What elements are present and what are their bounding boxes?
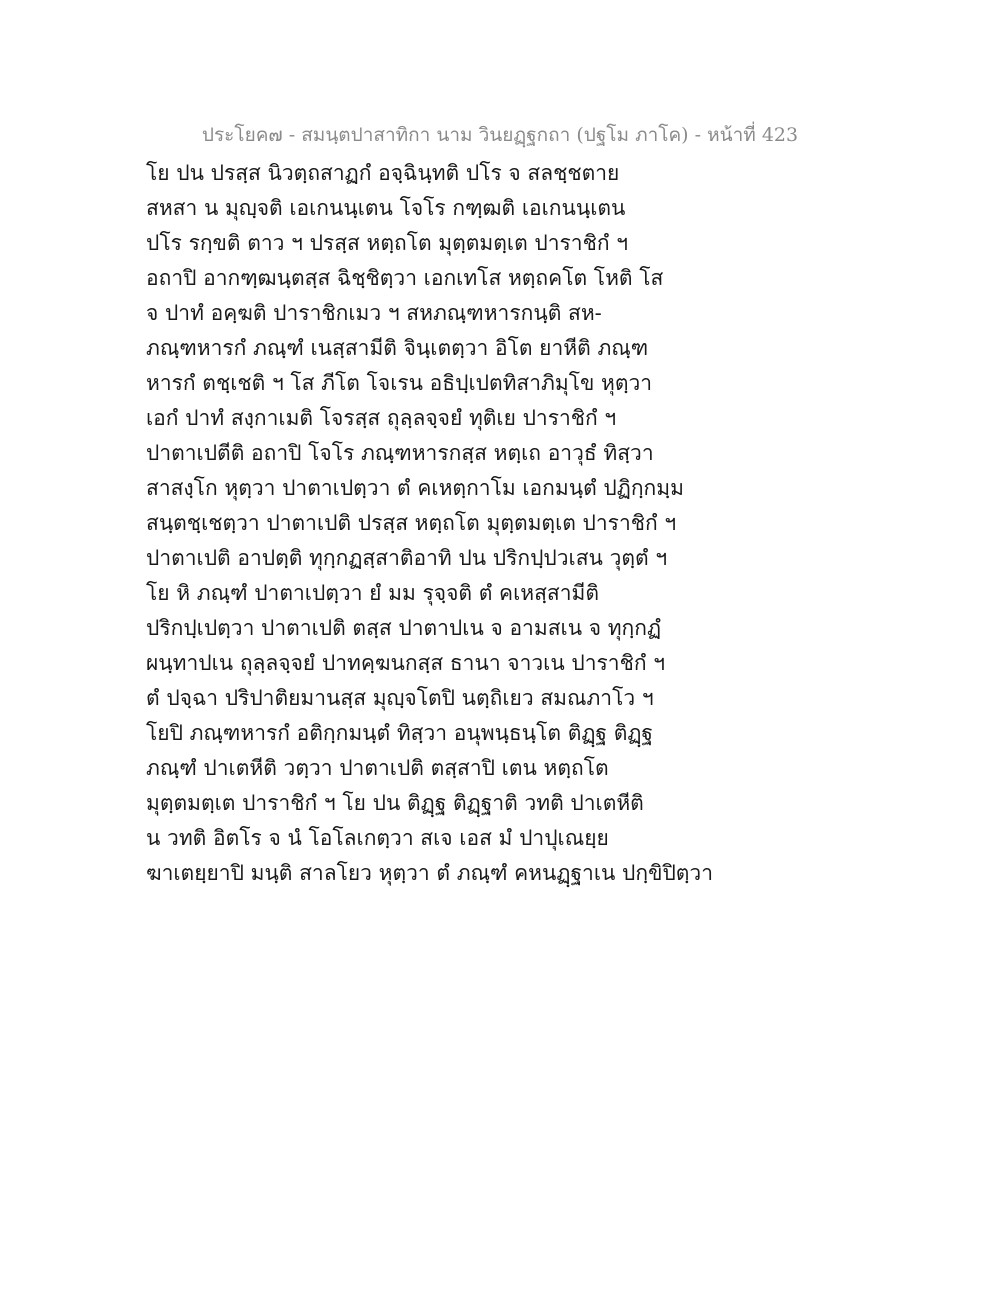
body-text [146,156,714,891]
page-header: ประโยค๗ - สมนฺตปาสาทิกา นาม วินยฏฺฐกถา (ปฐโม ภาโค) - หน้าที่ 423 [201,124,799,146]
text-line: ผนฺทาปเน ถุลฺลจฺจยํ ปาทคฺฆนกสฺส ธานา จาวเน ปาราชิกํ ฯ [146,651,666,675]
text-line: สนฺตชฺเชตฺวา ปาตาเปติ ปรสฺส หตฺถโต มุตฺตมตฺเต ปาราชิกํ ฯ [146,511,677,535]
text-line: จ ปาทํ อคฺฆติ ปาราชิกเมว ฯ สหภณฺฑหารกนฺติ สห- [146,301,602,325]
text-line: อถาปิ อากฑฺฒนฺตสฺส ฉิชฺชิตฺวา เอกเทโส หตฺถคโต โหติ โส [146,266,664,290]
text-line: ปริกปฺเปตฺวา ปาตาเปติ ตสฺส ปาตาปเน จ อามสเน จ ทุกฺกฏํ [146,616,662,640]
text-line: ตํ ปจฺฉา ปริปาติยมานสฺส มุญฺจโตปิ นตฺถิเยว สมณภาโว ฯ [146,686,654,710]
text-line: เอกํ ปาทํ สงฺกาเมติ โจรสฺส ถุลฺลจฺจยํ ทุติเย ปาราชิกํ ฯ [146,406,617,430]
text-line: ปาตาเปตีติ อถาปิ โจโร ภณฺฑหารกสฺส หตฺเถ อาวุธํ ทิสฺวา [146,441,654,465]
text-line: ภณฺฑหารกํ ภณฺฑํ เนสฺสามีติ จินฺเตตฺวา อิโต ยาหีติ ภณฺฑ [146,336,649,360]
text-line: หารกํ ตชฺเชติ ฯ โส ภีโต โจเรน อธิปฺเปตทิสาภิมุโข หุตฺวา [146,371,653,395]
text-line: โยปิ ภณฺฑหารกํ อติกฺกมนฺตํ ทิสฺวา อนุพนฺธนฺโต ติฏฺฐ ติฏฺฐ [146,721,654,745]
text-line: โย ปน ปรสฺส นิวตฺถสาฏกํ อจฺฉินฺทติ ปโร จ สลชฺชตาย [146,161,620,185]
text-line: น วทติ อิตโร จ นํ โอโลเกตฺวา สเจ เอส มํ ปาปุเณยฺย [146,826,609,850]
text-line: สาสงฺโก หุตฺวา ปาตาเปตฺวา ตํ คเหตฺกาโม เอกมนฺตํ ปฏิกฺกมฺม [146,476,684,500]
text-line: สหสา น มุญฺจติ เอเกนนฺเตน โจโร กฑฺฒติ เอเกนนฺเตน [146,196,626,220]
text-line: มุตฺตมตฺเต ปาราชิกํ ฯ โย ปน ติฏฺฐ ติฏฺฐาติ วทติ ปาเตหีติ [146,791,644,815]
text-line: โย หิ ภณฺฑํ ปาตาเปตฺวา ยํ มม รุจฺจติ ตํ คเหสฺสามีติ [146,581,599,605]
text-line: ภณฺฑํ ปาเตหีติ วตฺวา ปาตาเปติ ตสฺสาปิ เตน หตฺถโต [146,756,609,780]
text-line: ปโร รกฺขติ ตาว ฯ ปรสฺส หตฺถโต มุตฺตมตฺเต ปาราชิกํ ฯ [146,231,629,255]
text-line: ฆาเตยฺยาปิ มนฺติ สาลโยว หุตฺวา ตํ ภณฺฑํ คหนฏฺฐาเน ปกฺขิปิตฺวา [146,861,714,885]
text-line: ปาตาเปติ อาปตฺติ ทุกฺกฏสฺสาติอาทิ ปน ปริกปฺปวเสน วุตฺตํ ฯ [146,546,668,570]
